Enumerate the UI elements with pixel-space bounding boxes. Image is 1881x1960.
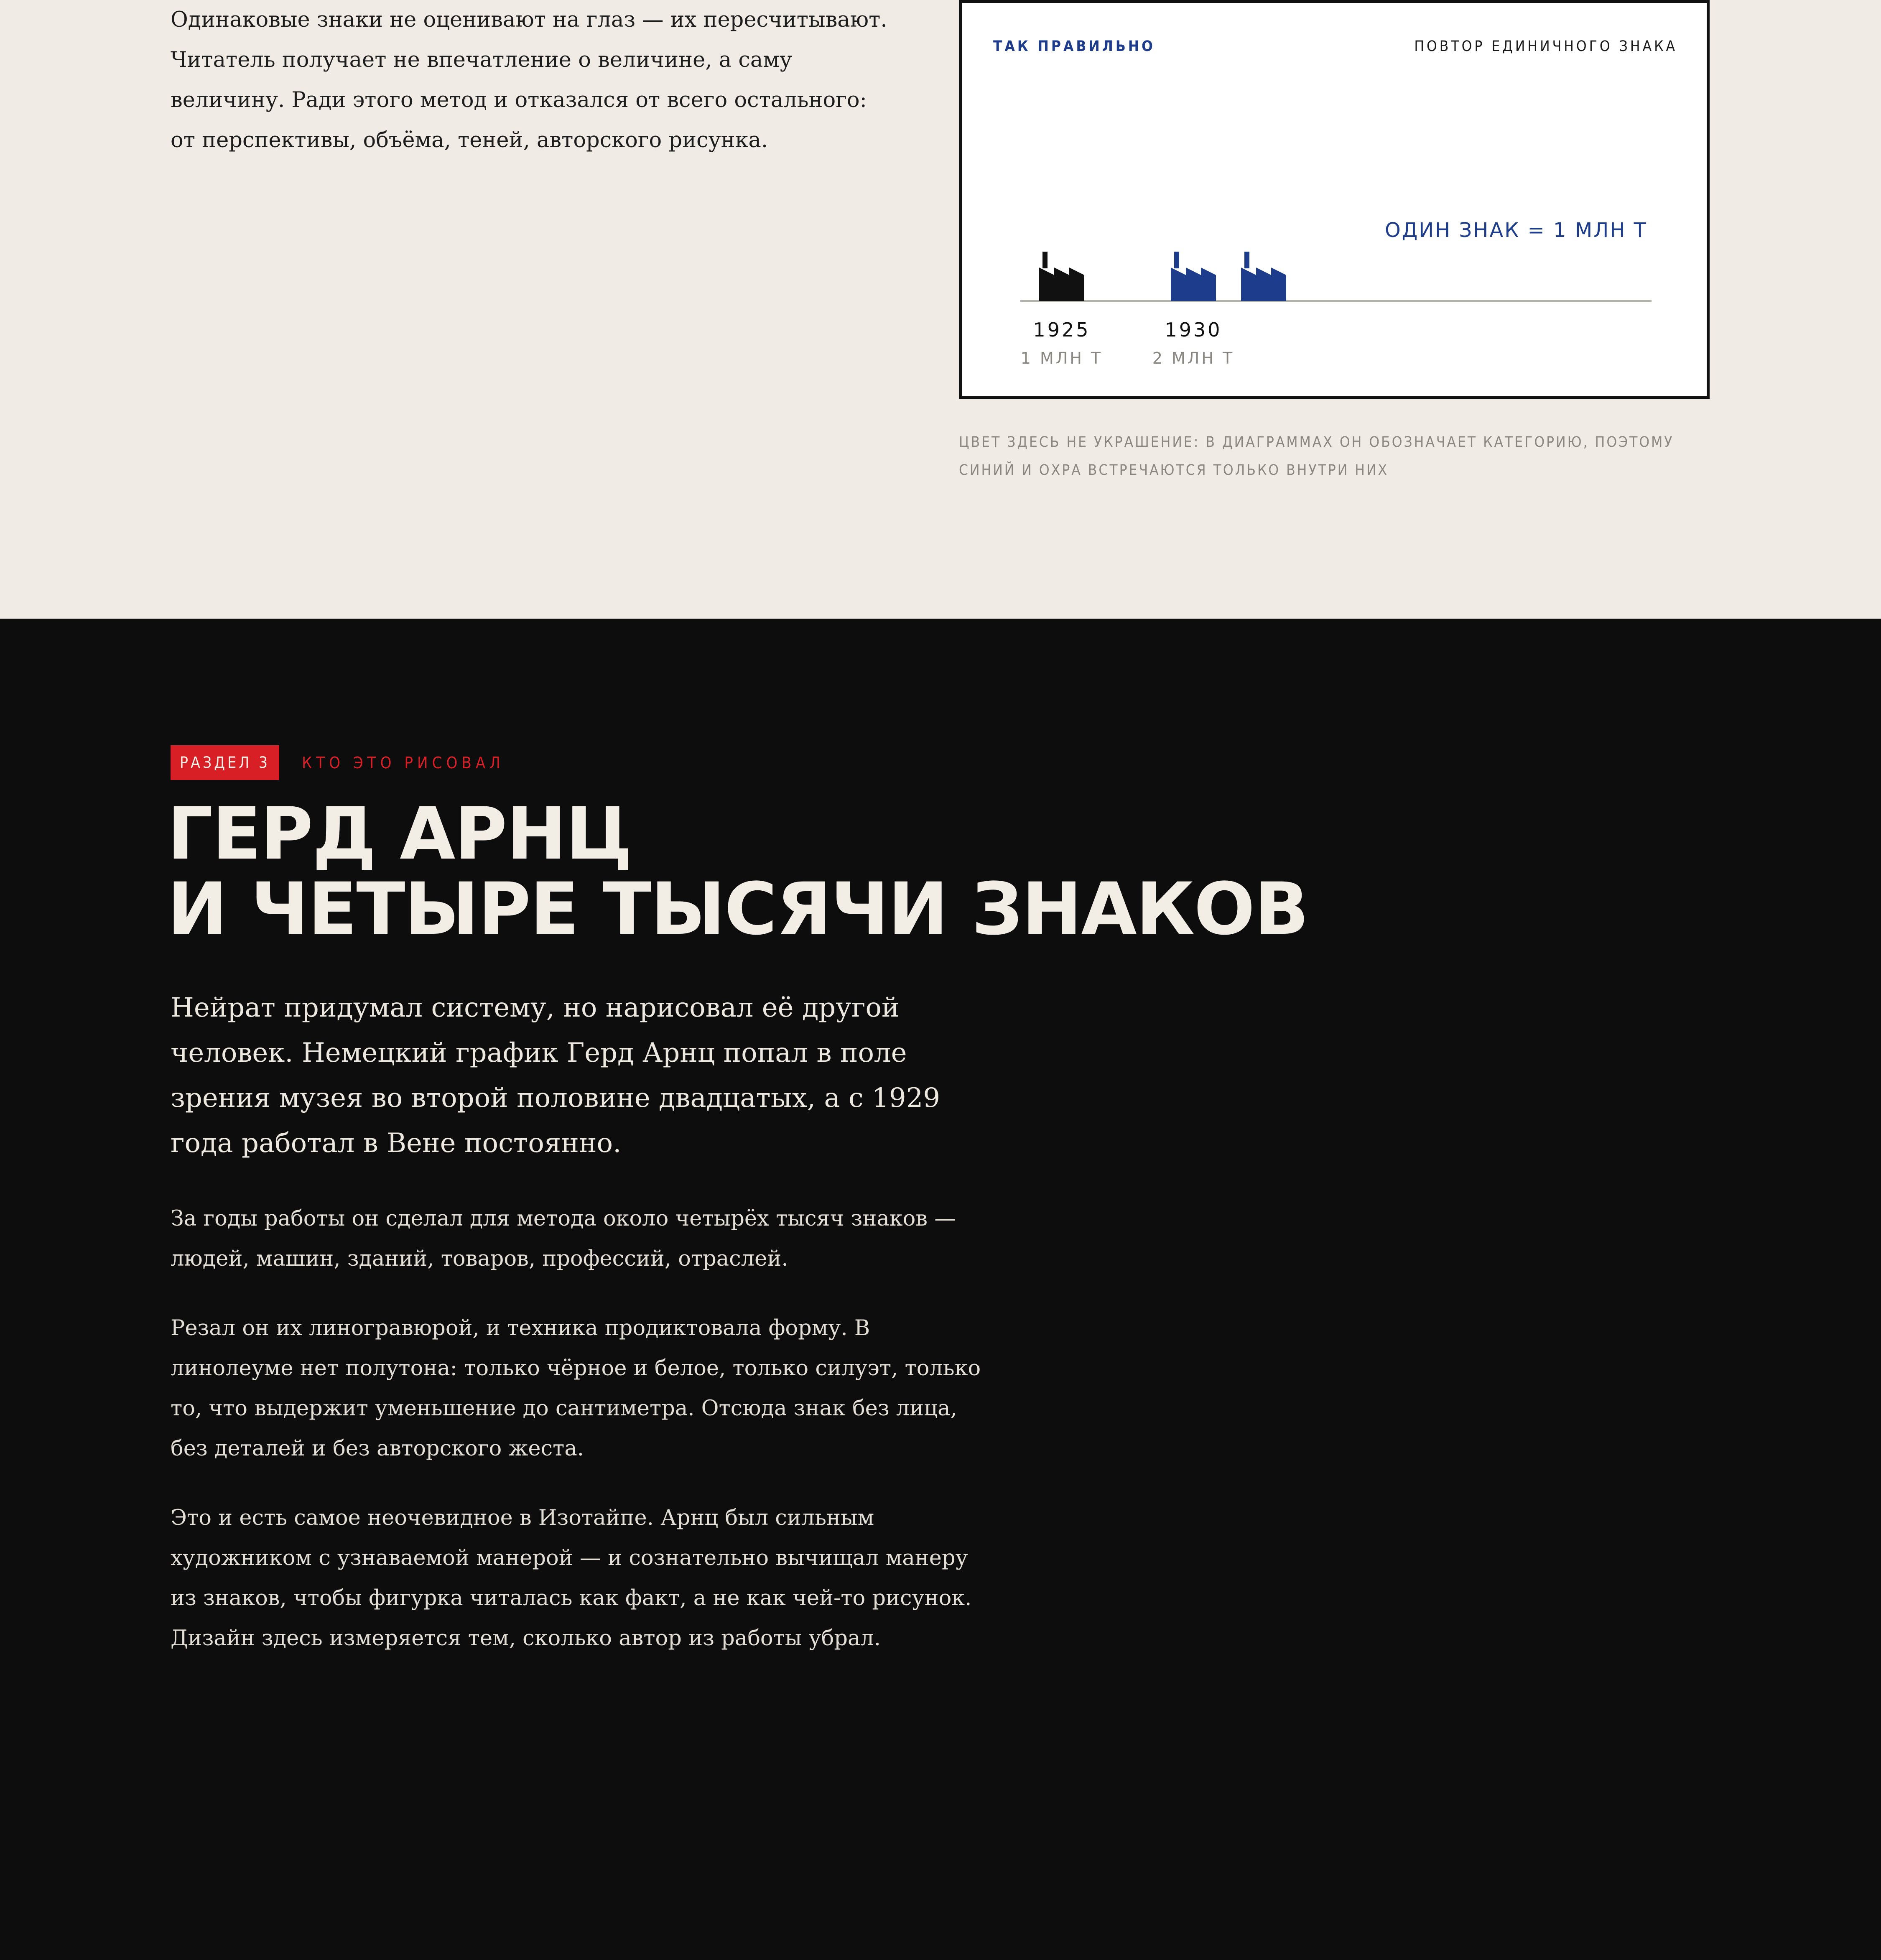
figure-type-label: ПОВТОР ЕДИНИЧНОГО ЗНАКА: [1414, 38, 1677, 55]
light-section: [0, 0, 1881, 619]
body-paragraph: Резал он их линогравюрой, и техника продиктовала форму. В линолеуме нет полутона: только чёрное и белое, только силуэт, только то, что выдержит уменьшение до сантиметра. Отсюда знак без лица, без деталей и без авторского жеста.: [171, 1316, 981, 1461]
body-paragraph: Это и есть самое неочевидное в Изотайпе. Арнц был сильным художником с узнаваемой манерой — и сознательно вычищал манеру из знаков, чтобы фигурка читалась как факт, а не как чей-то рисунок. Дизайн здесь измеряется тем, сколько автор из работы убрал.: [171, 1506, 972, 1651]
body-paragraph: За годы работы он сделал для метода около четырёх тысяч знаков — людей, машин, зданий, товаров, профессий, отраслей.: [171, 1206, 956, 1271]
figure-caption: ЦВЕТ ЗДЕСЬ НЕ УКРАШЕНИЕ: В ДИАГРАММАХ ОН ОБОЗНАЧАЕТ КАТЕГОРИЮ, ПОЭТОМУ СИНИЙ И ОХРА ВСТРЕЧАЮТСЯ ТОЛЬКО ВНУТРИ НИХ: [959, 434, 1674, 479]
year-label: 1925: [1033, 319, 1091, 341]
value-label: 2 МЛН Т: [1152, 349, 1235, 367]
section-title: [167, 792, 1308, 951]
factory-icon: [1241, 252, 1286, 301]
factory-icon: [1039, 252, 1084, 301]
section-chip: РАЗДЕЛ 3: [171, 745, 279, 780]
section-subtitle: КТО ЭТО РИСОВАЛ: [302, 753, 505, 772]
section-kicker: [171, 745, 505, 780]
unit-label: ОДИН ЗНАК = 1 МЛН Т: [1384, 219, 1647, 242]
title-line-2: И ЧЕТЫРЕ ТЫСЯЧИ ЗНАКОВ: [167, 867, 1308, 951]
factory-icon: [1171, 252, 1216, 301]
year-label: 1930: [1165, 319, 1222, 341]
correct-tag: ТАК ПРАВИЛЬНО: [993, 38, 1155, 55]
value-label: 1 МЛН Т: [1020, 349, 1103, 367]
lead-paragraph: Нейрат придумал систему, но нарисовал её другой человек. Немецкий график Герд Арнц попал в поле зрения музея во второй половине двадцатых, а с 1929 года работал в Вене постоянно.: [171, 992, 940, 1159]
isotype-chart: [962, 3, 1707, 396]
isotype-figure: [959, 0, 1710, 399]
intro-paragraph: Одинаковые знаки не оценивают на глаз — их пересчитывают. Читатель получает не впечатление о величине, а саму величину. Ради этого метод и отказался от всего остального: от перспективы, объёма, теней, авторского рисунка.: [171, 8, 887, 153]
title-line-1: ГЕРД АРНЦ: [167, 792, 632, 876]
